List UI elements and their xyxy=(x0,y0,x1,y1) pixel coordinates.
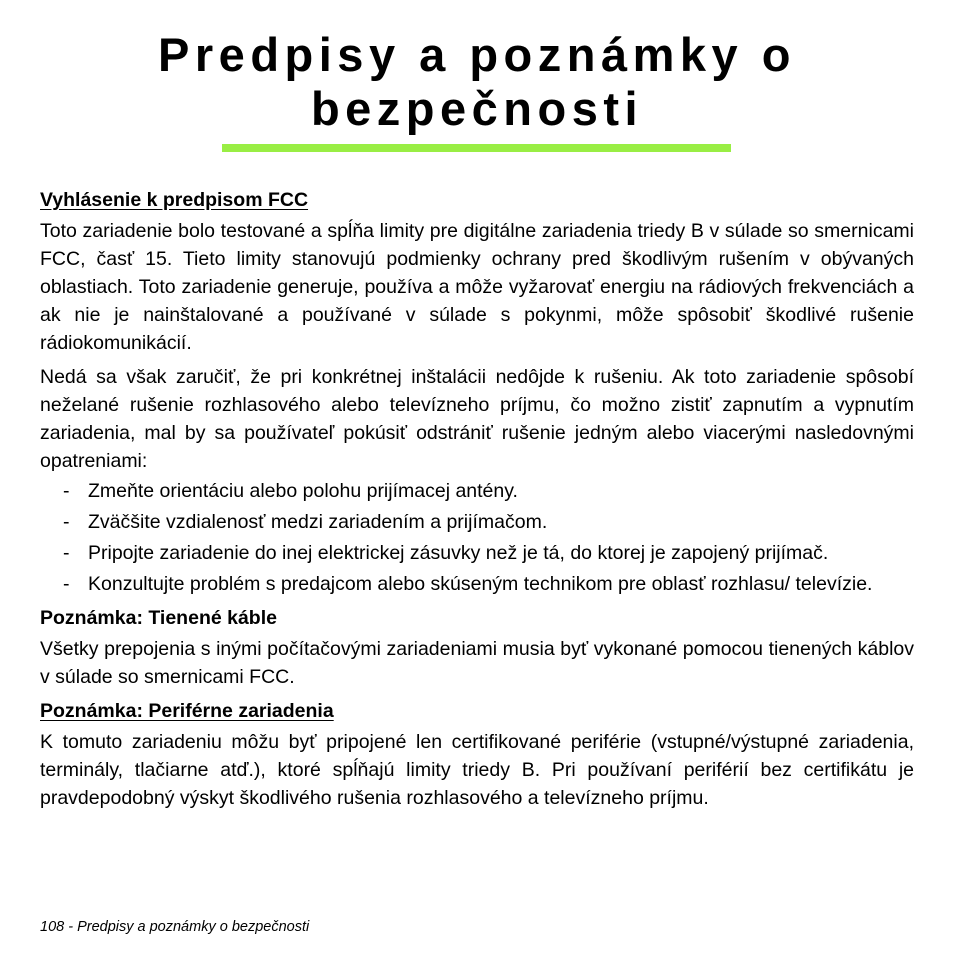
title-underline-bar xyxy=(222,144,731,152)
page-title xyxy=(0,28,954,136)
section-shielded-cables xyxy=(40,604,914,691)
list-item-text: Pripojte zariadenie do inej elektrickej zásuvky než je tá, do ktorej je zapojený prijímač. xyxy=(88,542,829,564)
page-footer: 108 - Predpisy a poznámky o bezpečnosti xyxy=(40,919,310,935)
list-bullet: - xyxy=(63,542,70,564)
page-content xyxy=(40,186,914,812)
list-item xyxy=(40,570,914,598)
list-item xyxy=(40,508,914,536)
peripherals-text: K tomuto zariadeniu môžu byť pripojené len certifikované periférie (vstupné/výstupné zariadenia, terminály, tlačiarne atď.), ktoré spĺňajú limity triedy B. Pri používaní periférií bez certifikátu je pravdepodobný výskyt škodlivého rušenia rozhlasového a televízneho príjmu. xyxy=(40,731,914,809)
page-title-line-1: Predpisy a poznámky o xyxy=(158,28,796,81)
list-item-text: Zväčšite vzdialenosť medzi zariadením a prijímačom. xyxy=(88,511,548,533)
section-heading-fcc: Vyhlásenie k predpisom FCC xyxy=(40,189,309,211)
list-item-text: Zmeňte orientáciu alebo polohu prijímacej antény. xyxy=(88,480,518,502)
list-bullet: - xyxy=(63,573,70,595)
list-item-text: Konzultujte problém s predajcom alebo skúseným technikom pre oblasť rozhlasu/ televízie. xyxy=(88,573,873,595)
fcc-paragraph-1: Toto zariadenie bolo testované a spĺňa limity pre digitálne zariadenia triedy B v súlade so smernicami FCC, časť 15. Tieto limity stanovujú podmienky ochrany pred škodlivým rušením v obývaných oblastiach. Toto zariadenie generuje, používa a môže vyžarovať energiu na rádiových frekvenciách a ak nie je nainštalované a používané v súlade s pokynmi, môže spôsobiť škodlivé rušenie rádiokomunikácií. xyxy=(40,220,914,354)
list-item xyxy=(40,539,914,567)
page-title-line-2: bezpečnosti xyxy=(310,82,644,135)
section-fcc xyxy=(40,186,914,598)
section-peripherals xyxy=(40,697,914,812)
list-bullet: - xyxy=(63,480,70,502)
list-item xyxy=(40,477,914,505)
section-heading-shielded-cables: Poznámka: Tienené káble xyxy=(40,607,277,629)
list-bullet: - xyxy=(63,511,70,533)
shielded-cables-text: Všetky prepojenia s inými počítačovými zariadeniami musia byť vykonané pomocou tienených káblov v súlade so smernicami FCC. xyxy=(40,638,914,688)
fcc-paragraph-2: Nedá sa však zaručiť, že pri konkrétnej inštalácii nedôjde k rušeniu. Ak toto zariadenie spôsobí neželané rušenie rozhlasového alebo televízneho príjmu, čo možno zistiť zapnutím a vypnutím zariadenia, mal by sa používateľ pokúsiť odstrániť rušenie jedným alebo viacerými nasledovnými opatreniami: xyxy=(40,366,914,472)
fcc-measures-list xyxy=(40,477,914,598)
section-heading-peripherals: Poznámka: Periférne zariadenia xyxy=(40,700,334,722)
